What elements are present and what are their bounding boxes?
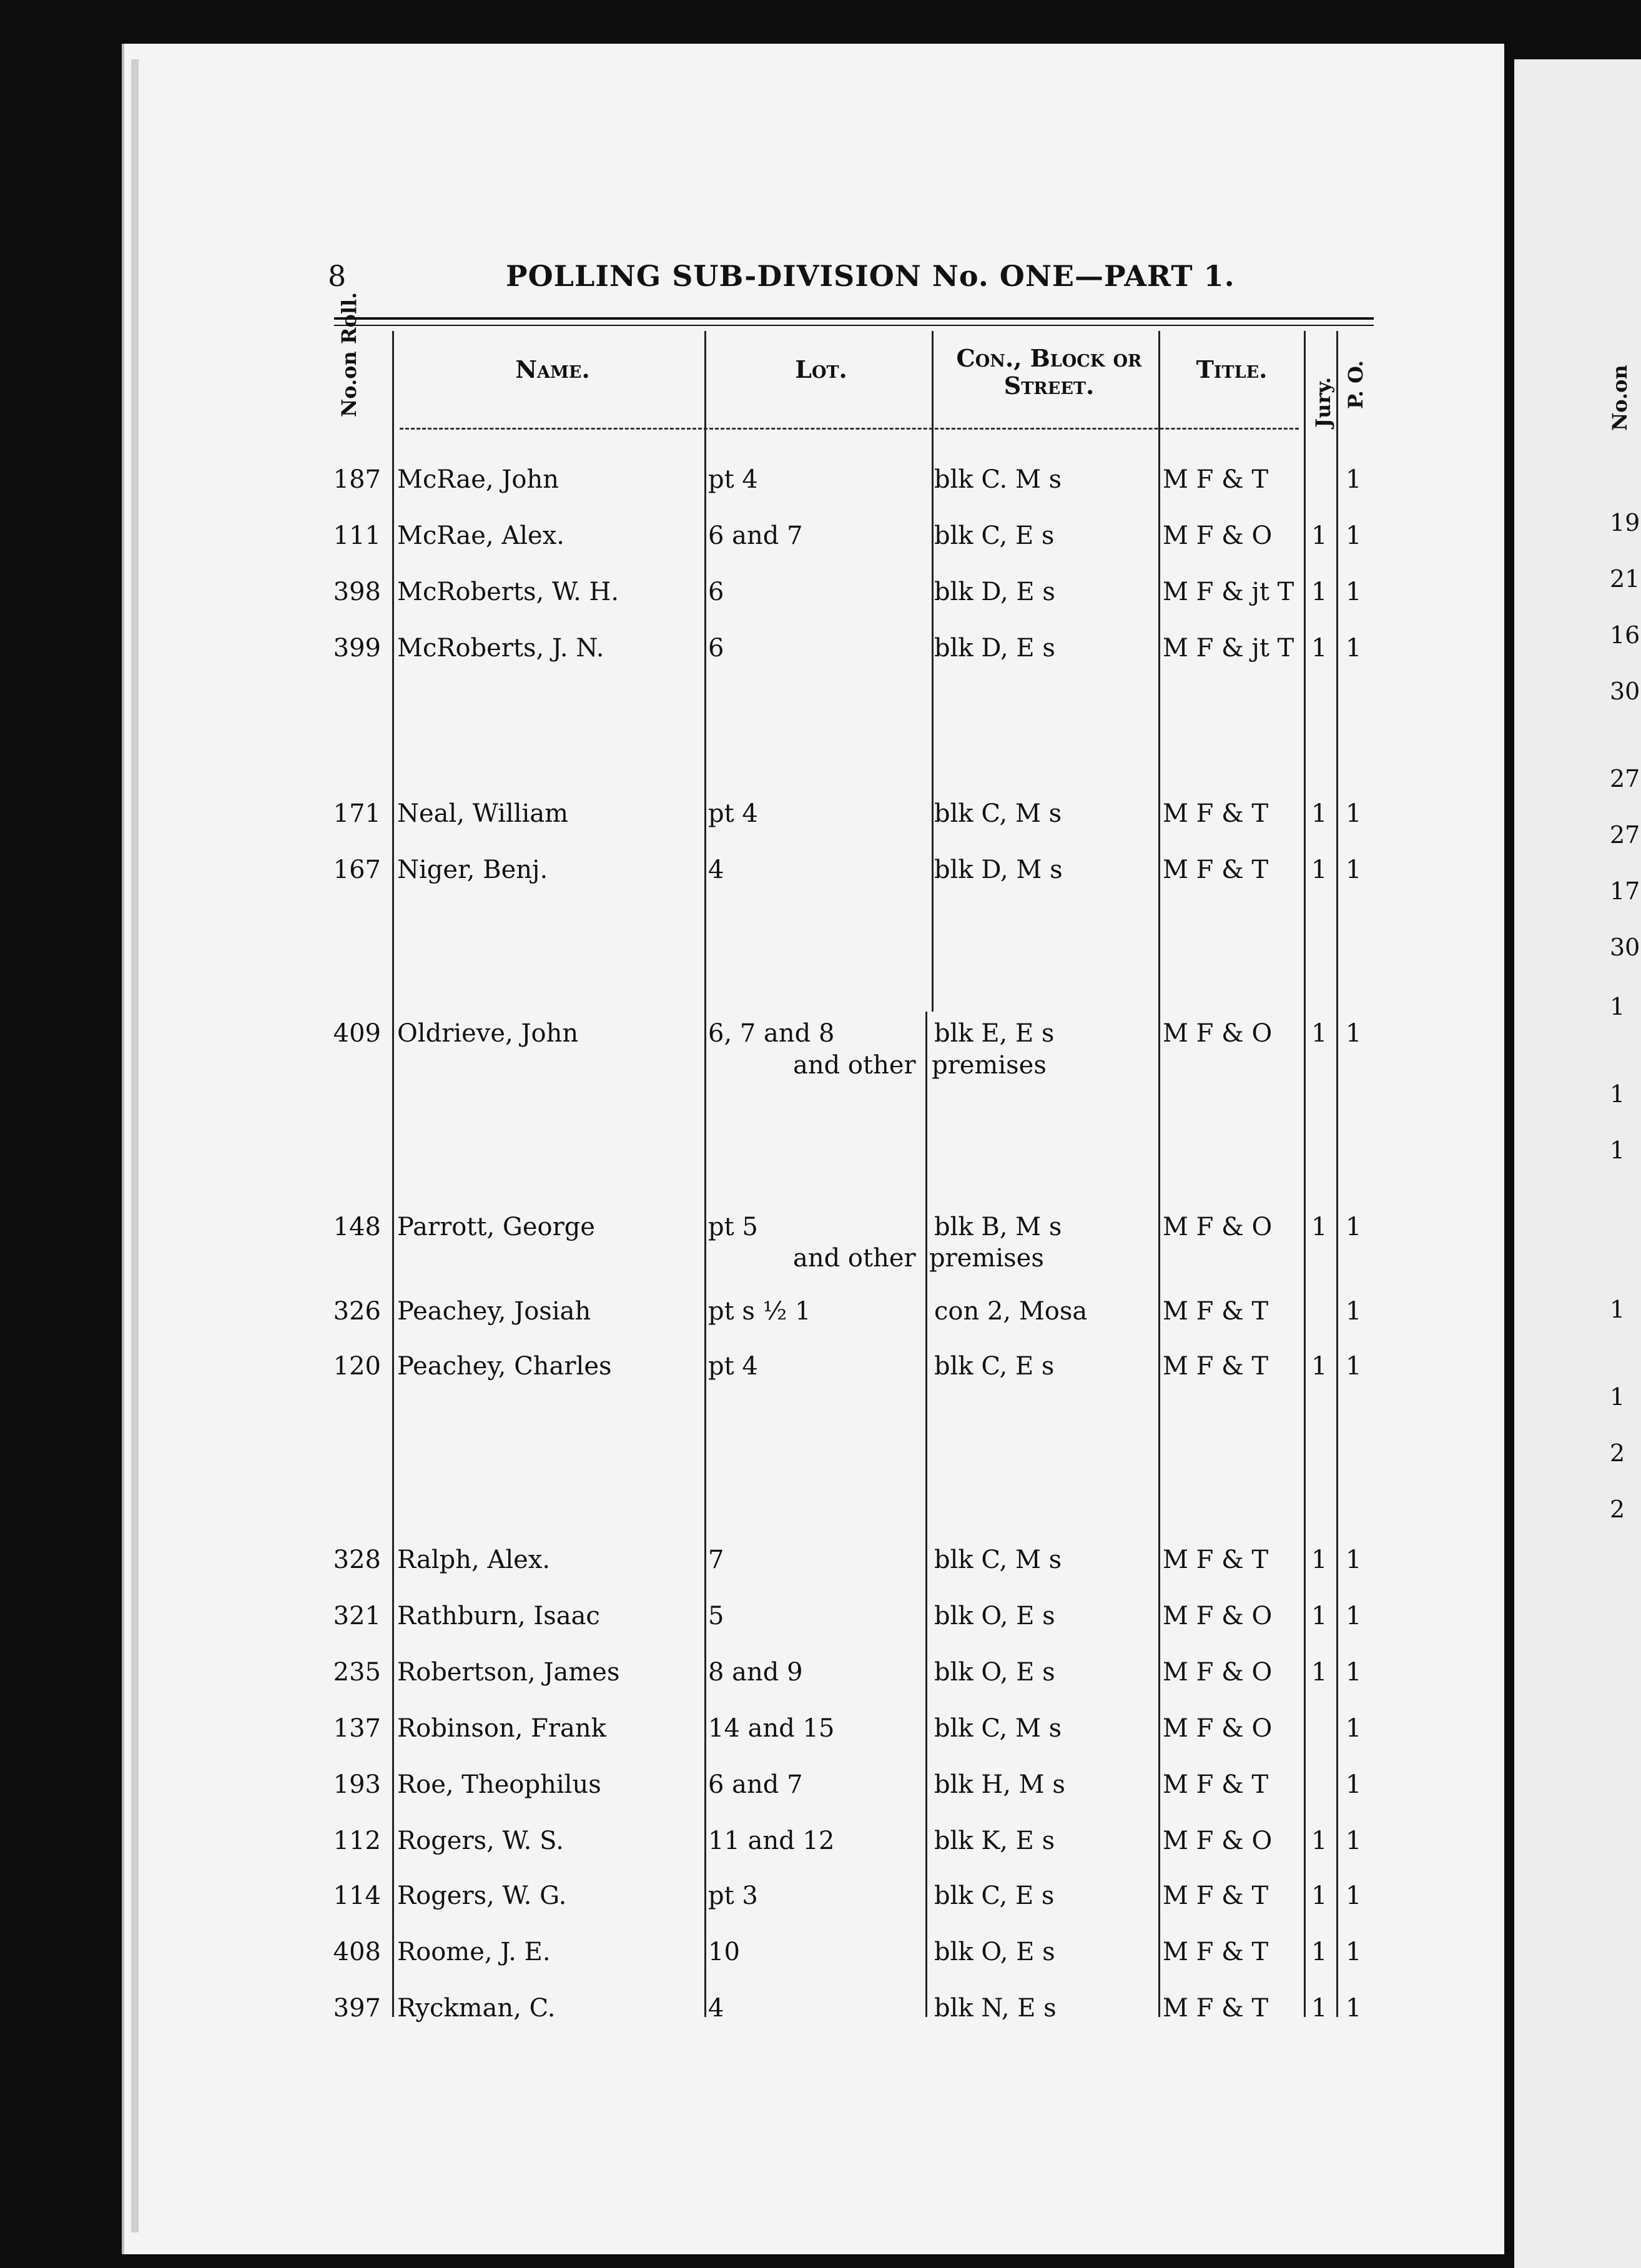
roll-number: 409 bbox=[333, 1019, 381, 1048]
post-office: 1 bbox=[1346, 465, 1362, 494]
post-office: 1 bbox=[1346, 1994, 1362, 2023]
jury: 1 bbox=[1311, 1213, 1328, 1241]
lot: pt 4 bbox=[708, 1352, 758, 1381]
continuation-text: premises bbox=[929, 1244, 1044, 1273]
roll-number: 148 bbox=[333, 1213, 381, 1241]
jury: 1 bbox=[1311, 799, 1328, 828]
post-office: 1 bbox=[1346, 799, 1362, 828]
page-title: POLLING SUB-DIVISION No. ONE—PART 1. bbox=[506, 259, 1235, 293]
voter-name: Niger, Benj. bbox=[397, 855, 548, 884]
voter-name: Parrott, George bbox=[397, 1213, 595, 1241]
top-rule-thin bbox=[334, 325, 1374, 326]
block-street: blk C. M s bbox=[934, 465, 1062, 494]
next-page-fragment: 27 bbox=[1610, 821, 1640, 849]
column-divider-lot bbox=[704, 331, 706, 2017]
roll-number: 235 bbox=[333, 1658, 381, 1687]
lot: 8 and 9 bbox=[708, 1658, 803, 1687]
lot-header: Lot. bbox=[795, 355, 847, 383]
block-street: blk C, E s bbox=[934, 1881, 1055, 1910]
next-page-fragment: 17 bbox=[1610, 877, 1640, 905]
lot: pt 4 bbox=[708, 465, 758, 494]
voter-name: Roe, Theophilus bbox=[397, 1770, 601, 1799]
column-divider-street-upper bbox=[932, 331, 934, 1012]
next-page-fragment: 1 bbox=[1610, 1383, 1625, 1411]
block-street: blk O, E s bbox=[934, 1658, 1055, 1687]
block-street: blk C, M s bbox=[934, 1546, 1062, 1574]
next-page-fragment: 1 bbox=[1610, 1136, 1625, 1164]
post-office: 1 bbox=[1346, 1658, 1362, 1687]
block-street: blk D, E s bbox=[934, 634, 1055, 663]
voter-name: McRoberts, J. N. bbox=[397, 634, 604, 663]
voter-name: Rathburn, Isaac bbox=[397, 1602, 600, 1630]
jury: 1 bbox=[1311, 1546, 1328, 1574]
jury-header: Jury. bbox=[1311, 377, 1335, 428]
title: M F & O bbox=[1163, 1602, 1273, 1630]
voter-name: Oldrieve, John bbox=[397, 1019, 579, 1048]
voter-name: Rogers, W. G. bbox=[397, 1881, 567, 1910]
roll-number: 193 bbox=[333, 1770, 381, 1799]
jury: 1 bbox=[1311, 634, 1328, 663]
voter-name: Robertson, James bbox=[397, 1658, 620, 1687]
roll-number: 326 bbox=[333, 1297, 381, 1326]
title: M F & jt T bbox=[1163, 634, 1294, 663]
title: M F & T bbox=[1163, 1297, 1269, 1326]
lot: 6 and 7 bbox=[708, 521, 803, 550]
column-divider-jury bbox=[1304, 331, 1306, 2017]
name-header: Name. bbox=[515, 355, 590, 383]
next-page-fragment: 1 bbox=[1610, 1296, 1625, 1323]
voter-name: Peachey, Josiah bbox=[397, 1297, 591, 1326]
voter-name: McRae, Alex. bbox=[397, 521, 564, 550]
post-office: 1 bbox=[1346, 634, 1362, 663]
post-office: 1 bbox=[1346, 1297, 1362, 1326]
roll-number: 137 bbox=[333, 1714, 381, 1743]
lot: 10 bbox=[708, 1938, 740, 1966]
next-page-fragment: 30 bbox=[1610, 934, 1640, 961]
post-office: 1 bbox=[1346, 1213, 1362, 1241]
jury: 1 bbox=[1311, 1827, 1328, 1855]
jury: 1 bbox=[1311, 1658, 1328, 1687]
post-office: 1 bbox=[1346, 855, 1362, 884]
roll-number: 171 bbox=[333, 799, 381, 828]
lot: 4 bbox=[708, 855, 724, 884]
block-street: blk O, E s bbox=[934, 1938, 1055, 1966]
voter-name: Rogers, W. S. bbox=[397, 1827, 564, 1855]
next-page-fragment: 30 bbox=[1610, 678, 1640, 705]
voter-name: Robinson, Frank bbox=[397, 1714, 606, 1743]
next-page-fragment: 27 bbox=[1610, 765, 1640, 792]
block-street: blk C, E s bbox=[934, 521, 1055, 550]
column-divider-po bbox=[1336, 331, 1338, 2017]
post-office: 1 bbox=[1346, 1714, 1362, 1743]
block-street: blk D, E s bbox=[934, 578, 1055, 606]
post-office: 1 bbox=[1346, 1352, 1362, 1381]
continuation-text: premises bbox=[932, 1051, 1047, 1080]
roll-number: 112 bbox=[333, 1827, 381, 1855]
lot: pt 4 bbox=[708, 799, 758, 828]
block-street: blk B, M s bbox=[934, 1213, 1062, 1241]
block-street: blk H, M s bbox=[934, 1770, 1065, 1799]
lot: 6 bbox=[708, 578, 724, 606]
lot: 11 and 12 bbox=[708, 1827, 835, 1855]
jury: 1 bbox=[1311, 1352, 1328, 1381]
block-street: blk C, M s bbox=[934, 799, 1062, 828]
roll-number: 111 bbox=[333, 521, 381, 550]
title-header: Title. bbox=[1196, 355, 1268, 383]
title: M F & T bbox=[1163, 1546, 1269, 1574]
column-divider-name bbox=[392, 331, 394, 2017]
voter-name: Peachey, Charles bbox=[397, 1352, 612, 1381]
lot: 6 bbox=[708, 634, 724, 663]
next-page-fragment: 16 bbox=[1610, 621, 1640, 649]
next-page-fragment: 2 bbox=[1610, 1496, 1625, 1523]
roll-number: 408 bbox=[333, 1938, 381, 1966]
post-office: 1 bbox=[1346, 521, 1362, 550]
roll-number: 399 bbox=[333, 634, 381, 663]
page-number: 8 bbox=[328, 259, 347, 293]
title: M F & O bbox=[1163, 1213, 1273, 1241]
lot: 4 bbox=[708, 1994, 724, 2023]
roll-number: 167 bbox=[333, 855, 381, 884]
block-street: blk D, M s bbox=[934, 855, 1063, 884]
jury: 1 bbox=[1311, 855, 1328, 884]
block-street: blk E, E s bbox=[934, 1019, 1055, 1048]
voter-name: Roome, J. E. bbox=[397, 1938, 551, 1966]
roll-number: 187 bbox=[333, 465, 381, 494]
roll-number: 328 bbox=[333, 1546, 381, 1574]
roll-number: 321 bbox=[333, 1602, 381, 1630]
title: M F & T bbox=[1163, 1352, 1269, 1381]
page-edge bbox=[131, 59, 139, 2232]
title: M F & T bbox=[1163, 1938, 1269, 1966]
title: M F & O bbox=[1163, 1019, 1273, 1048]
voter-name: Ryckman, C. bbox=[397, 1994, 556, 2023]
jury: 1 bbox=[1311, 578, 1328, 606]
post-office: 1 bbox=[1346, 1938, 1362, 1966]
lot: pt 3 bbox=[708, 1881, 758, 1910]
title: M F & jt T bbox=[1163, 578, 1294, 606]
lot: 6 and 7 bbox=[708, 1770, 803, 1799]
title: M F & O bbox=[1163, 1658, 1273, 1687]
block-street: blk O, E s bbox=[934, 1602, 1055, 1630]
block-street: blk K, E s bbox=[934, 1827, 1055, 1855]
roll-number: 398 bbox=[333, 578, 381, 606]
post-office: 1 bbox=[1346, 578, 1362, 606]
next-page-fragment: 1 bbox=[1610, 993, 1625, 1020]
voter-name: McRoberts, W. H. bbox=[397, 578, 619, 606]
roll-number: 114 bbox=[333, 1881, 381, 1910]
lot: 7 bbox=[708, 1546, 724, 1574]
block-street: con 2, Mosa bbox=[934, 1297, 1088, 1326]
street-header: Con., Block or Street. bbox=[956, 344, 1142, 400]
post-office: 1 bbox=[1346, 1546, 1362, 1574]
block-street: blk C, M s bbox=[934, 1714, 1062, 1743]
next-page-fragment: 21 bbox=[1610, 565, 1640, 593]
voter-name: Ralph, Alex. bbox=[397, 1546, 551, 1574]
column-divider-title bbox=[1158, 331, 1160, 2017]
title: M F & O bbox=[1163, 1714, 1273, 1743]
title: M F & T bbox=[1163, 855, 1269, 884]
lot: 14 and 15 bbox=[708, 1714, 835, 1743]
po-header: P. O. bbox=[1344, 360, 1368, 409]
next-page-fragment: 2 bbox=[1610, 1439, 1625, 1467]
lot: 6, 7 and 8 bbox=[708, 1019, 835, 1048]
title: M F & T bbox=[1163, 1994, 1269, 2023]
continuation-text: and other bbox=[793, 1244, 916, 1273]
title: M F & T bbox=[1163, 1881, 1269, 1910]
jury: 1 bbox=[1311, 521, 1328, 550]
lot: pt s ½ 1 bbox=[708, 1297, 811, 1326]
roll-number: 397 bbox=[333, 1994, 381, 2023]
jury: 1 bbox=[1311, 1938, 1328, 1966]
title: M F & T bbox=[1163, 465, 1269, 494]
post-office: 1 bbox=[1346, 1602, 1362, 1630]
title: M F & O bbox=[1163, 1827, 1273, 1855]
column-divider-street-lower bbox=[925, 1012, 927, 2017]
post-office: 1 bbox=[1346, 1827, 1362, 1855]
title: M F & T bbox=[1163, 1770, 1269, 1799]
post-office: 1 bbox=[1346, 1881, 1362, 1910]
next-page-fragment: 19 bbox=[1610, 509, 1640, 536]
roll-header: No.on Roll. bbox=[337, 292, 361, 417]
jury: 1 bbox=[1311, 1994, 1328, 2023]
post-office: 1 bbox=[1346, 1770, 1362, 1799]
jury: 1 bbox=[1311, 1602, 1328, 1630]
next-page-header: No.on bbox=[1608, 365, 1632, 431]
jury: 1 bbox=[1311, 1019, 1328, 1048]
block-street: blk C, E s bbox=[934, 1352, 1055, 1381]
title: M F & O bbox=[1163, 521, 1273, 550]
header-underline bbox=[400, 428, 1299, 430]
block-street: blk N, E s bbox=[934, 1994, 1057, 2023]
roll-number: 120 bbox=[333, 1352, 381, 1381]
lot: 5 bbox=[708, 1602, 724, 1630]
jury: 1 bbox=[1311, 1881, 1328, 1910]
post-office: 1 bbox=[1346, 1019, 1362, 1048]
voter-name: McRae, John bbox=[397, 465, 559, 494]
voter-name: Neal, William bbox=[397, 799, 569, 828]
continuation-text: and other bbox=[793, 1051, 916, 1080]
lot: pt 5 bbox=[708, 1213, 758, 1241]
top-rule bbox=[334, 317, 1374, 320]
title: M F & T bbox=[1163, 799, 1269, 828]
next-page-fragment: 1 bbox=[1610, 1080, 1625, 1108]
